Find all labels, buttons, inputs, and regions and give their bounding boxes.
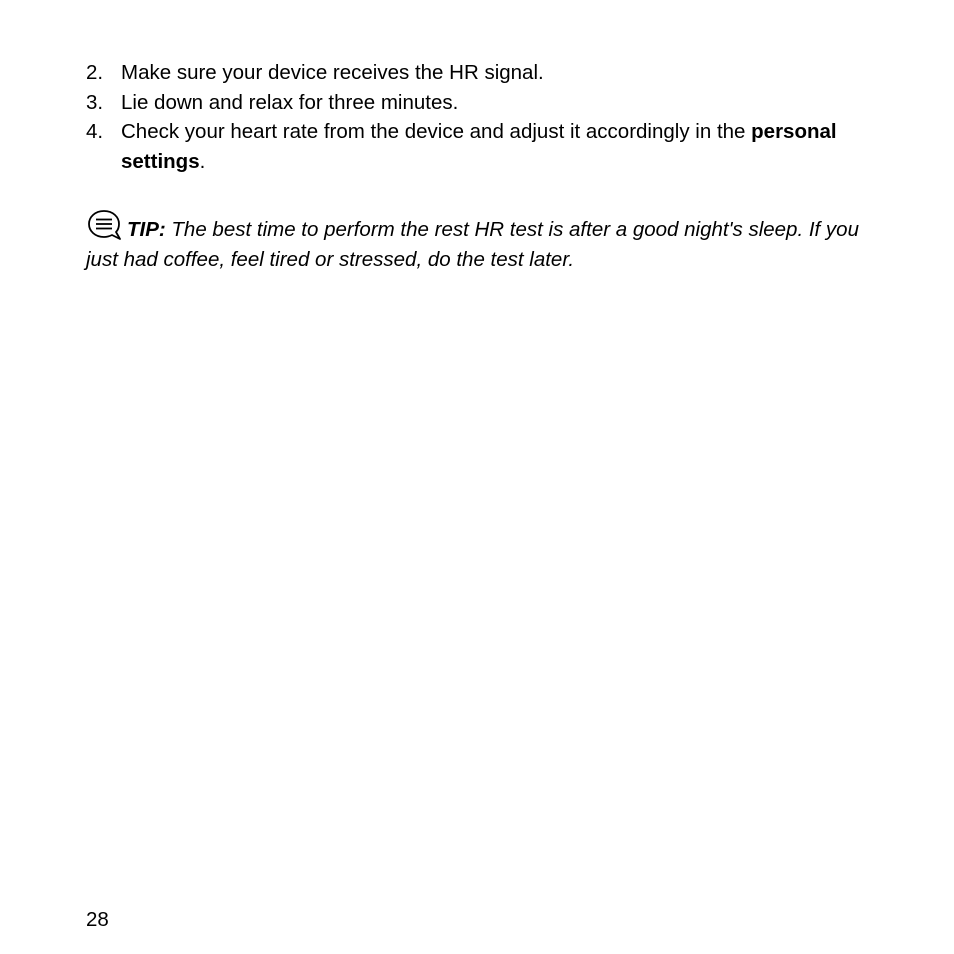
step-item [86,88,886,118]
note-bubble-icon [86,208,124,242]
step-number: 3. [86,90,104,114]
step-number: 4. [86,120,104,143]
personal-settings-emphasis: personal settings [121,120,837,173]
tip-block [86,208,886,275]
step-number: 2. [86,61,104,84]
step-text-before: Check your heart rate from the device and adjust it accordingly in the [121,120,752,143]
page-number: 28 [86,908,109,931]
tip-text: The best time to perform the rest HR test is after a good night's sleep. If you just had coffee, feel tired or stressed, do the test later. [86,218,859,271]
step-item [86,117,886,176]
instruction-steps [86,58,886,176]
step-text: Make sure your device receives the HR signal. [121,61,544,84]
step-text: Lie down and relax for three minutes. [121,90,459,114]
tip-label: TIP: [127,218,166,241]
step-text [121,117,886,176]
step-text-after: . [199,149,206,173]
step-item [86,58,886,88]
